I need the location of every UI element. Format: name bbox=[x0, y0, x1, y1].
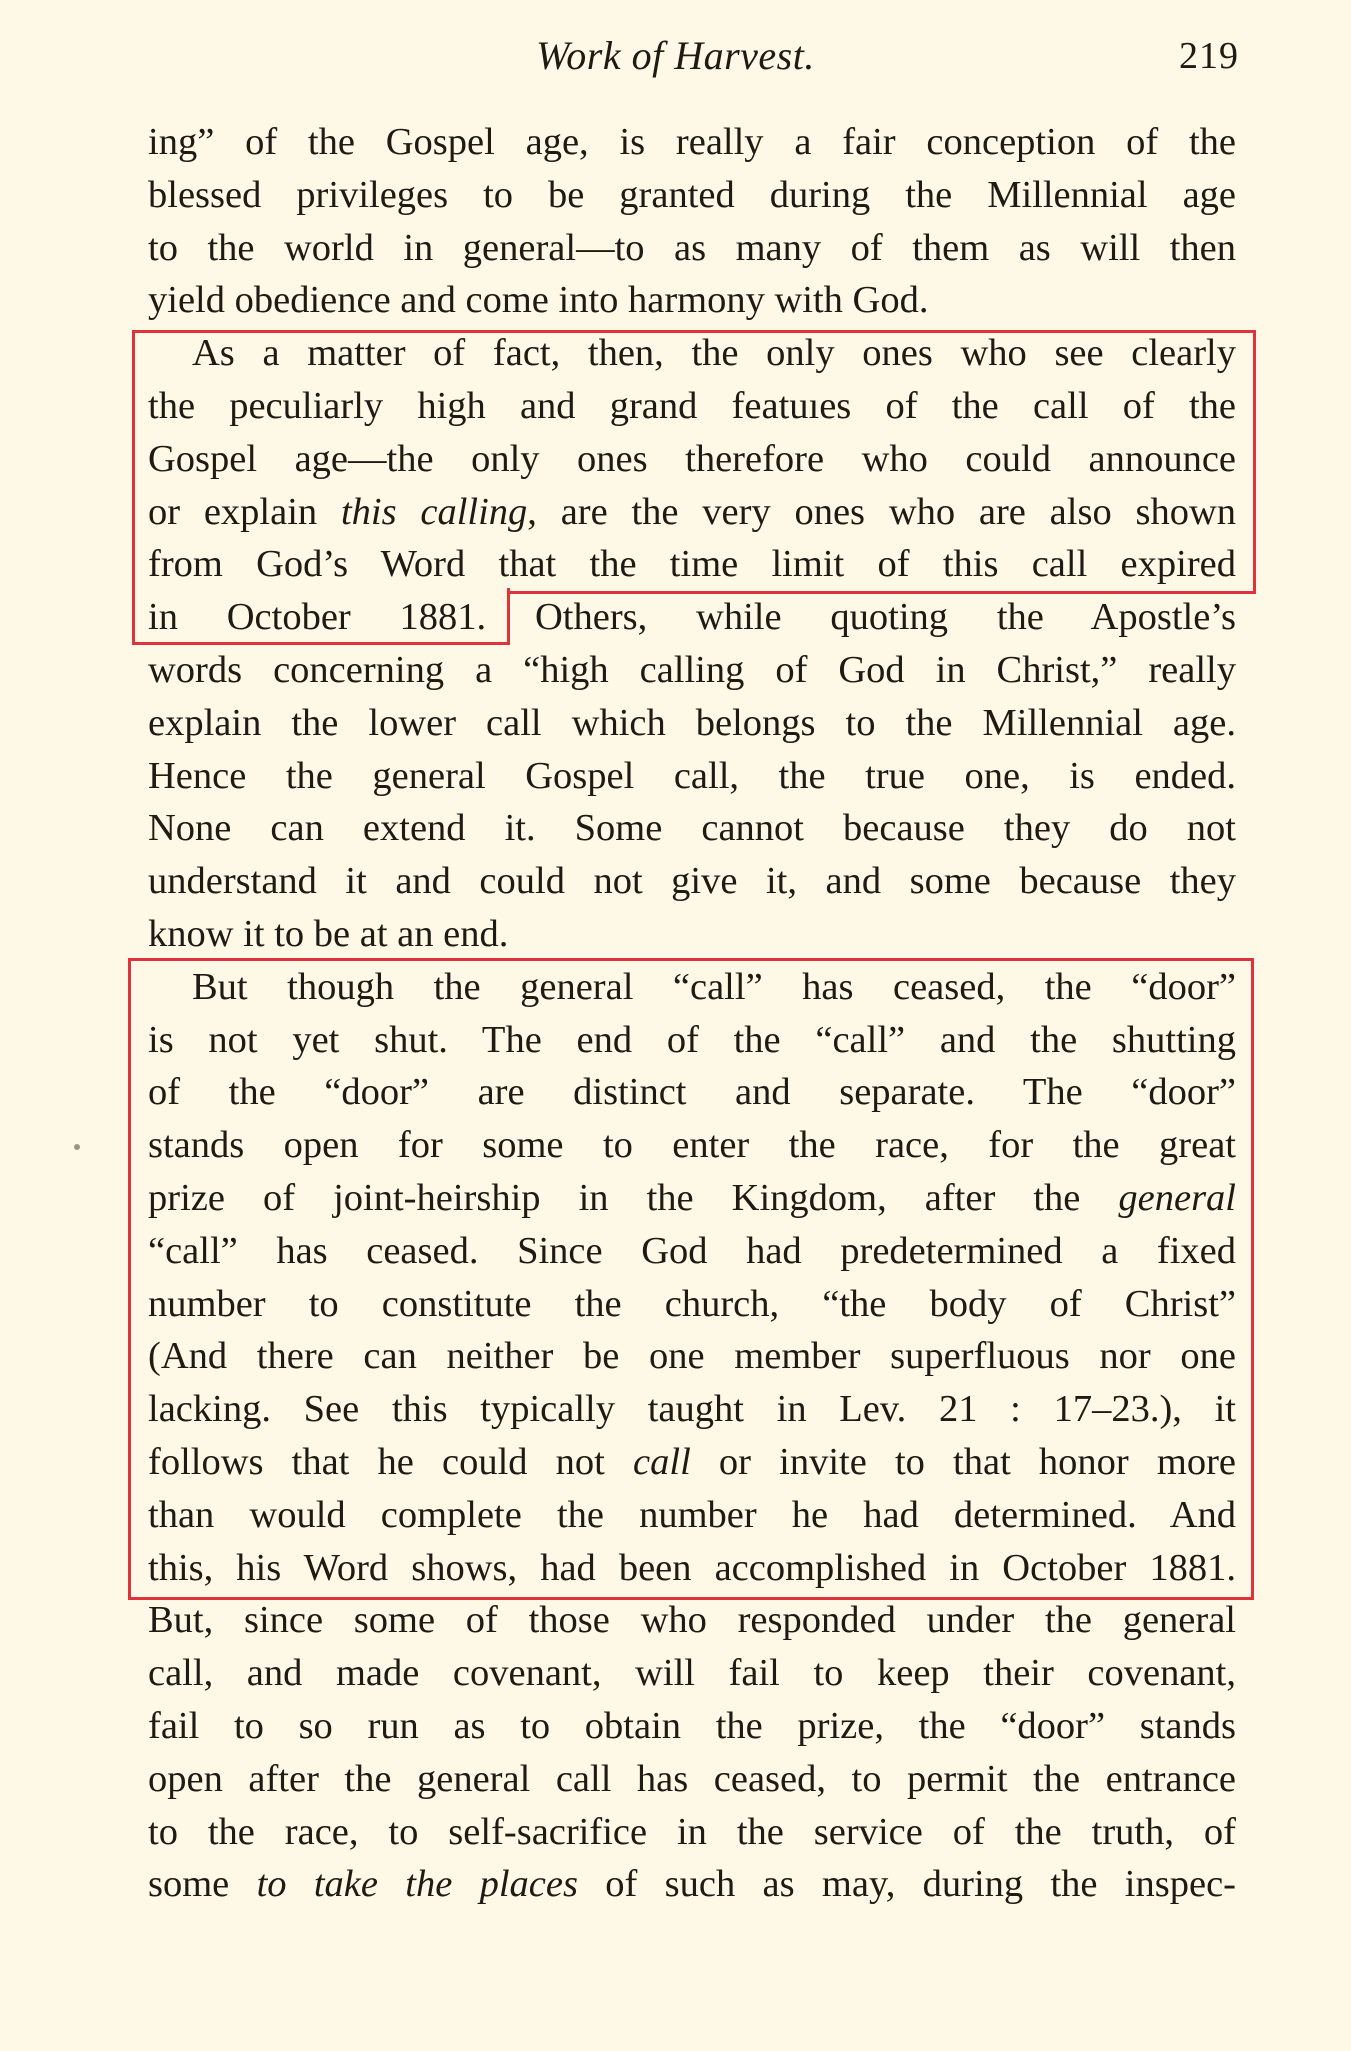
text-line: this, his Word shows, had been accomplished in October 1881. bbox=[148, 1546, 1236, 1589]
highlight-box-upper bbox=[132, 330, 1256, 594]
italic-emphasis: general bbox=[1118, 1176, 1236, 1219]
text-line: in October 1881. Others, while quoting the Apostle’s bbox=[148, 596, 1236, 639]
text-line: blessed privileges to be granted during the Millennial age bbox=[148, 173, 1236, 216]
highlight-box-join bbox=[135, 588, 507, 596]
text-line: lacking. See this typically taught in Lev. 21 : 17–23.), it bbox=[148, 1388, 1236, 1431]
text-line: None can extend it. Some cannot because they do not bbox=[148, 807, 1236, 850]
text-line: some to take the places of such as may, during the inspec- bbox=[148, 1863, 1236, 1906]
italic-emphasis: call bbox=[633, 1440, 691, 1483]
text-line: to the race, to self-sacrifice in the service of the truth, of bbox=[148, 1810, 1236, 1853]
text-line: As a matter of fact, then, the only ones who see clearly bbox=[192, 332, 1236, 375]
text-line: understand it and could not give it, and some because they bbox=[148, 860, 1236, 903]
text-line: But, since some of those who responded under the general bbox=[148, 1599, 1236, 1642]
running-title: Work of Harvest. bbox=[536, 33, 815, 78]
text-line: fail to so run as to obtain the prize, the “door” stands bbox=[148, 1704, 1236, 1747]
text-line: words concerning a “high calling of God in Christ,” really bbox=[148, 648, 1236, 691]
paper-speck bbox=[74, 1144, 80, 1150]
text-line: explain the lower call which belongs to the Millennial age. bbox=[148, 701, 1236, 744]
text-line: ing” of the Gospel age, is really a fair conception of the bbox=[148, 121, 1236, 163]
italic-emphasis: to take the places bbox=[256, 1863, 578, 1906]
text-line: of the “door” are distinct and separate. The “door” bbox=[148, 1071, 1236, 1114]
text-line: Gospel age—the only ones therefore who could announce bbox=[148, 437, 1236, 480]
text-line: the peculiarly high and grand featuıes of the call of the bbox=[148, 384, 1236, 427]
text-line: (And there can neither be one member superfluous nor one bbox=[148, 1335, 1236, 1378]
text-line: open after the general call has ceased, to permit the entrance bbox=[148, 1757, 1236, 1800]
running-head bbox=[0, 24, 1351, 84]
text-line: yield obedience and come into harmony with God. bbox=[148, 279, 929, 322]
text-line: “call” has ceased. Since God had predetermined a fixed bbox=[148, 1229, 1236, 1272]
text-line: Hence the general Gospel call, the true one, is ended. bbox=[148, 754, 1236, 797]
text-line: know it to be at an end. bbox=[148, 912, 509, 955]
text-line: follows that he could not call or invite to that honor more bbox=[148, 1440, 1236, 1483]
text-line: prize of joint-heirship in the Kingdom, after the general bbox=[148, 1176, 1236, 1219]
text-line: is not yet shut. The end of the “call” and the shutting bbox=[148, 1018, 1236, 1061]
text-line: or explain this calling, are the very ones who are also shown bbox=[148, 490, 1236, 533]
text-line: But though the general “call” has ceased, the “door” bbox=[192, 965, 1236, 1008]
highlight-box-lower bbox=[128, 958, 1254, 1600]
italic-emphasis: this calling bbox=[340, 490, 528, 533]
text-line: stands open for some to enter the race, for the great bbox=[148, 1124, 1236, 1167]
text-line: call, and made covenant, will fail to keep their covenant, bbox=[148, 1652, 1236, 1695]
text-line: to the world in general—to as many of them as will then bbox=[148, 226, 1236, 269]
page-number: 219 bbox=[1179, 35, 1239, 77]
text-line: than would complete the number he had determined. And bbox=[148, 1493, 1236, 1536]
text-line: number to constitute the church, “the body of Christ” bbox=[148, 1282, 1236, 1325]
highlight-box-upper-tail bbox=[132, 588, 510, 645]
text-line: from God’s Word that the time limit of this call expired bbox=[148, 543, 1236, 586]
